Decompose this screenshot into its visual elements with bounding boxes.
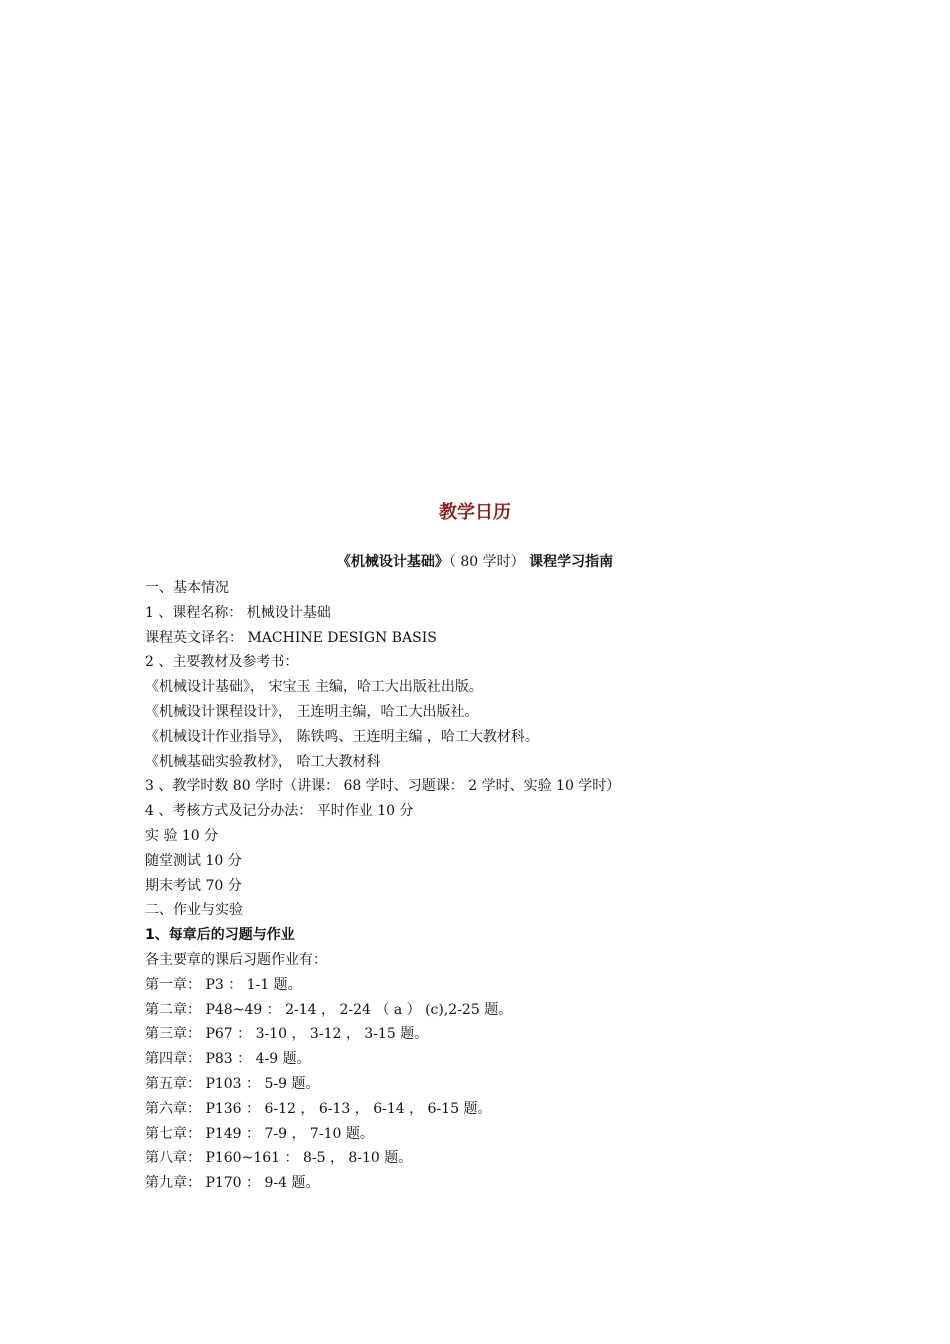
course-name-line: 1 、课程名称： 机械设计基础 <box>145 604 331 621</box>
chapter-exercise-item: 第七章： P149 ： 7-9 ， 7-10 题。 <box>145 1125 374 1142</box>
chapter-exercise-item: 第三章： P67 ： 3-10 ， 3-12 ， 3-15 题。 <box>145 1026 429 1043</box>
exercises-intro: 各主要章的课后习题作业有： <box>145 951 327 968</box>
chapter-exercise-item: 第九章： P170 ： 9-4 题。 <box>145 1175 320 1192</box>
course-name: 《机械设计基础》 <box>336 554 449 570</box>
subsection-heading-exercises: 1、每章后的习题与作业 <box>145 927 295 944</box>
assessment-item: 期末考试 70 分 <box>145 877 242 894</box>
section-heading-basic-info: 一、基本情况 <box>145 580 229 596</box>
assessment-item: 实 验 10 分 <box>145 827 219 844</box>
assessment-line: 4 、考核方式及记分办法： 平时作业 10 分 <box>145 803 414 820</box>
textbook-item: 《机械设计基础》， 宋宝玉 主编，哈工大出版社出版。 <box>145 679 483 696</box>
textbook-item: 《机械设计课程设计》， 王连明主编，哈工大出版社。 <box>145 703 479 720</box>
textbook-item: 《机械设计作业指导》， 陈铁鸣、王连明主编 ，哈工大教材科。 <box>145 728 539 745</box>
textbook-item: 《机械基础实验教材》， 哈工大教材科 <box>145 753 381 770</box>
page-title: 教学日历 <box>439 502 511 523</box>
chapter-exercise-item: 第二章： P48~49 ： 2-14 ， 2-24 （ a ） (c),2-25 题。 <box>145 1001 513 1018</box>
textbooks-heading: 2 、主要教材及参考书： <box>145 654 299 671</box>
chapter-exercise-item: 第五章： P103 ： 5-9 题。 <box>145 1075 320 1092</box>
course-hours: （ 80 学时） <box>448 554 525 570</box>
guide-label: 课程学习指南 <box>529 554 614 570</box>
chapter-exercise-item: 第一章： P3 ： 1-1 题。 <box>145 976 302 993</box>
course-english-name-line: 课程英文译名： MACHINE DESIGN BASIS <box>145 629 437 646</box>
assessment-item: 随堂测试 10 分 <box>145 852 242 869</box>
document-body <box>145 576 905 1196</box>
teaching-hours-line: 3 、教学时数 80 学时（讲课： 68 学时、习题课： 2 学时、实验 10 学时） <box>145 778 621 795</box>
chapter-exercise-item: 第八章： P160~161 ： 8-5 ， 8-10 题。 <box>145 1150 413 1167</box>
chapter-exercise-item: 第四章： P83 ： 4-9 题。 <box>145 1051 311 1068</box>
chapter-exercise-item: 第六章： P136 ： 6-12 ， 6-13 ， 6-14 ， 6-15 题。 <box>145 1100 492 1117</box>
course-guide-heading <box>0 551 950 573</box>
section-heading-homework: 二、作业与实验 <box>145 902 243 919</box>
